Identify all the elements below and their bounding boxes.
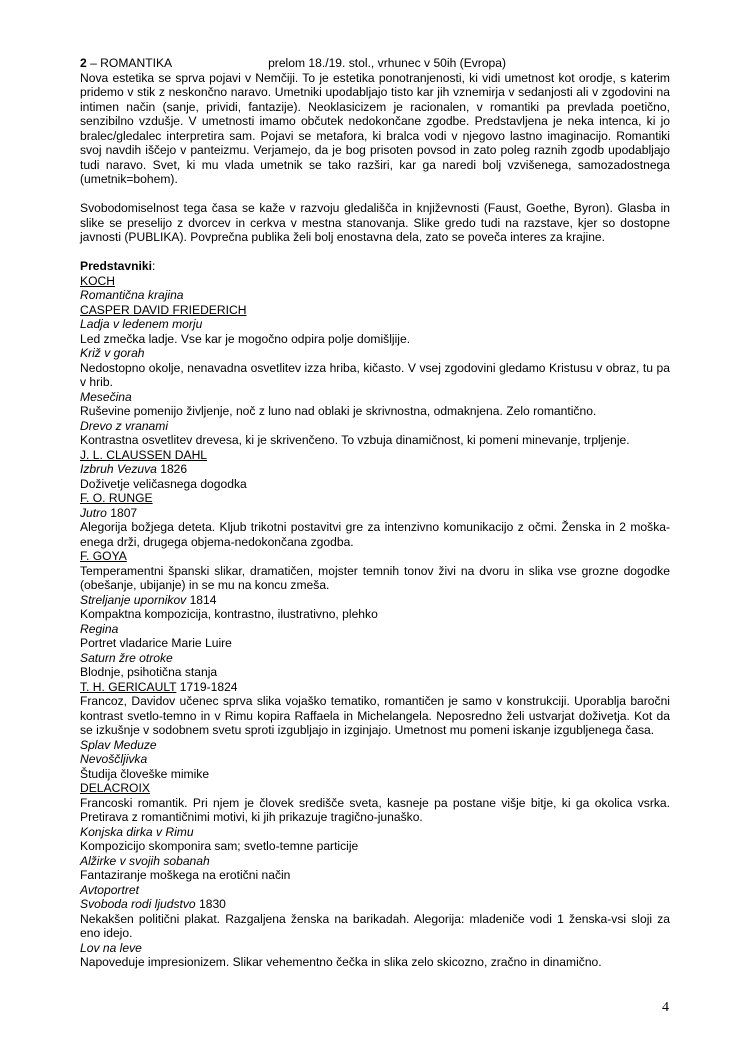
artwork-title-text: Izbruh Vezuva xyxy=(80,462,157,476)
artwork-title xyxy=(80,419,670,434)
paragraph-gap xyxy=(80,187,670,202)
section-title: – ROMANTIKA xyxy=(86,56,173,70)
intro-paragraph-2: Svobodomiselnost tega časa se kaže v razvoju gledališča in književnosti (Faust, Goethe, Byron). Glasba in slike se preselijo z dvorcev in cerkva v mestna stanovanja. Slike gredo tudi na razstave, kjer so dostopne javnosti (PUBLIKA). Povprečna publika želi bolj enostavna dela, zato se poveča interes za krajine. xyxy=(80,201,670,244)
artwork-title xyxy=(80,738,670,753)
description-text: Kontrastna osvetlitev drevesa, ki je skrivenčeno. To vzbuja dinamičnost, ki pomeni minevanje, trpljenje. xyxy=(80,433,630,447)
artist-name-text: F. GOYA xyxy=(80,549,127,563)
intro-paragraph-1: Nova estetika se sprva pojavi v Nemčiji. To je estetika ponotranjenosti, ki vidi umetnost kot orodje, s katerim pridemo v stik z neskončno naravo. Umetniki upodabljajo tisto kar jih vznemirja v sedanjosti ali v zgodovini na intimen način (sanje, prividi, fantazije). Neoklasicizem je racionalen, v romantiki pa prevlada poetično, senzibilno vzdušje. V umetnosti imamo občutek nedokončane zgodbe. Predstavljena je neka intenca, ki jo bralec/gledalec interpretira sam. Pojavi se metafora, ki bralca vodi v njegovo lastno imaginacijo. Romantiki svoj navdih iščejo v panteizmu. Verjamejo, da je bog prisoten povsod in zato poleg raznih zgodb upodabljajo tudi naravo. Svet, ki mu vlada umetnik se tako razširi, kar ga naredi bolj vzvišenega, samozadostnega (umetnik=bohem). xyxy=(80,70,670,186)
artwork-title xyxy=(80,506,670,521)
description-text: Kompozicijo skomponira sam; svetlo-temne particije xyxy=(80,839,359,853)
artist-name xyxy=(80,549,670,564)
description-text: Temperamentni španski slikar, dramatičen, mojster temnih tonov živi na dvoru in slika vse grozne dogodke (obešanje, ubijanje) in se mu na koncu zmeša. xyxy=(80,563,670,592)
artwork-title-text: Alžirke v svojih sobanah xyxy=(80,853,210,868)
date-text: 1830 xyxy=(195,897,226,911)
artist-name-text: J. L. CLAUSSEN DAHL xyxy=(80,447,208,462)
date-text: 1719-1824 xyxy=(176,679,238,694)
description-text: Kompaktna kompozicija, kontrastno, ilustrativno, plehko xyxy=(80,607,378,621)
artwork-title xyxy=(80,622,670,637)
description-text: Nekakšen politični plakat. Razgaljena ženska na barikadah. Alegorija: mladeniče vodi 1 ženska-vsi sloji za eno idejo. xyxy=(80,911,670,940)
artist-name-text: DELACROIX xyxy=(80,781,150,795)
artwork-title xyxy=(80,462,670,477)
artist-name-text: CASPER DAVID FRIEDERICH xyxy=(80,302,247,317)
artwork-title xyxy=(80,317,670,332)
artist-name xyxy=(80,274,670,289)
date-text: 1814 xyxy=(186,592,217,607)
artwork-title-text: Splav Meduze xyxy=(80,737,157,752)
artwork-title xyxy=(80,390,670,405)
artwork-title-text: Drevo z vranami xyxy=(80,418,169,433)
description-text: Doživetje veličasnega dogodka xyxy=(80,476,247,491)
section-header xyxy=(80,56,670,71)
artwork-title-text: Saturn žre otroke xyxy=(80,650,173,665)
artist-name-text: F. O. RUNGE xyxy=(80,491,153,505)
artist-name xyxy=(80,680,670,695)
description-text: Napoveduje impresionizem. Slikar vehementno čečka in slika zelo skicozno, zračno in dinamično. xyxy=(80,955,602,969)
artwork-title-text: Ladja v ledenem morju xyxy=(80,317,203,331)
artwork-title xyxy=(80,593,670,608)
artwork-title-text: Križ v gorah xyxy=(80,346,145,360)
artwork-title-text: Konjska dirka v Rimu xyxy=(80,824,194,839)
representatives-heading: Predstavniki: xyxy=(80,259,156,273)
artwork-title-text: Streljanje upornikov xyxy=(80,592,187,607)
description-text: Blodnje, psihotična stanja xyxy=(80,665,218,679)
artist-name-text: T. H. GERICAULT xyxy=(80,679,177,694)
artist-name xyxy=(80,491,670,506)
section-number: 2 xyxy=(80,56,87,70)
artwork-title xyxy=(80,288,670,303)
description-text: Fantaziranje moškega na erotični način xyxy=(80,868,291,882)
description-text: Ruševine pomenijo življenje, noč z luno nad oblaki je skrivnostna, odmaknjena. Zelo romantično. xyxy=(80,404,597,418)
document-page xyxy=(80,56,670,970)
artwork-title xyxy=(80,346,670,361)
page-number: 4 xyxy=(662,1000,669,1015)
artwork-title xyxy=(80,854,670,869)
artwork-title-text: Regina xyxy=(80,621,119,636)
artwork-title-text: Svoboda rodi ljudstvo xyxy=(80,897,196,911)
date-text: 1826 xyxy=(156,462,188,476)
artist-name-text: KOCH xyxy=(80,273,115,288)
artwork-title-text: Mesečina xyxy=(80,389,132,404)
artist-name xyxy=(80,448,670,463)
artist-name xyxy=(80,781,670,796)
description-text: Študija človeške mimike xyxy=(80,766,210,781)
artwork-title-text: Nevoščljivka xyxy=(80,752,148,766)
artwork-title xyxy=(80,825,670,840)
artwork-title-text: Romantična krajina xyxy=(80,288,184,302)
description-text: Portret vladarice Marie Luire xyxy=(80,636,232,650)
artwork-title xyxy=(80,941,670,956)
artwork-title xyxy=(80,883,670,898)
description-text: Francoski romantik. Pri njem je človek središče sveta, kasneje pa postane višje bitje, ki ga okolica vsrka. Pretirava z romantičnimi motivi, ki jih prikazuje tragično-junaško. xyxy=(80,795,670,824)
description-text: Alegorija božjega deteta. Kljub trikotni postavitvi gre za intenzivno komunikacijo z očmi. Ženska in 2 moška-enega drži, drugega objema-nedokončana zgodba. xyxy=(80,520,670,549)
artist-name xyxy=(80,303,670,318)
description-text: Led zmečka ladje. Vse kar je mogočno odpira polje domišljije. xyxy=(80,331,411,346)
artwork-title xyxy=(80,651,670,666)
date-text: 1807 xyxy=(106,505,138,520)
artwork-title xyxy=(80,752,670,767)
representatives-list xyxy=(80,274,670,970)
artwork-title xyxy=(80,897,670,912)
artwork-title-text: Jutro xyxy=(80,505,107,520)
description-text: Francoz, Davidov učenec sprva slika vojaško tematiko, romantičen je samo v konstrukciji. Uporablja baročni kontrast svetlo-temno in v Rimu kopira Raffaela in Michelangela. Neposredno želi ustvarjat doživetja. Kot da se izkušnje v sodobnem svetu sproti izgubljajo in izginjajo. Umetnost mu pomeni iskanje izgubljenega časa. xyxy=(80,694,670,737)
section-subtitle: prelom 18./19. stol., vrhunec v 50ih (Evropa) xyxy=(268,56,507,70)
description-text: Nedostopno okolje, nenavadna osvetlitev izza hriba, kičasto. V vsej zgodovini gledamo Kristusu v obraz, tu pa v hrib. xyxy=(80,360,670,389)
artwork-title-text: Avtoportret xyxy=(80,882,139,897)
artwork-title-text: Lov na leve xyxy=(80,940,142,955)
paragraph-gap xyxy=(80,245,670,260)
